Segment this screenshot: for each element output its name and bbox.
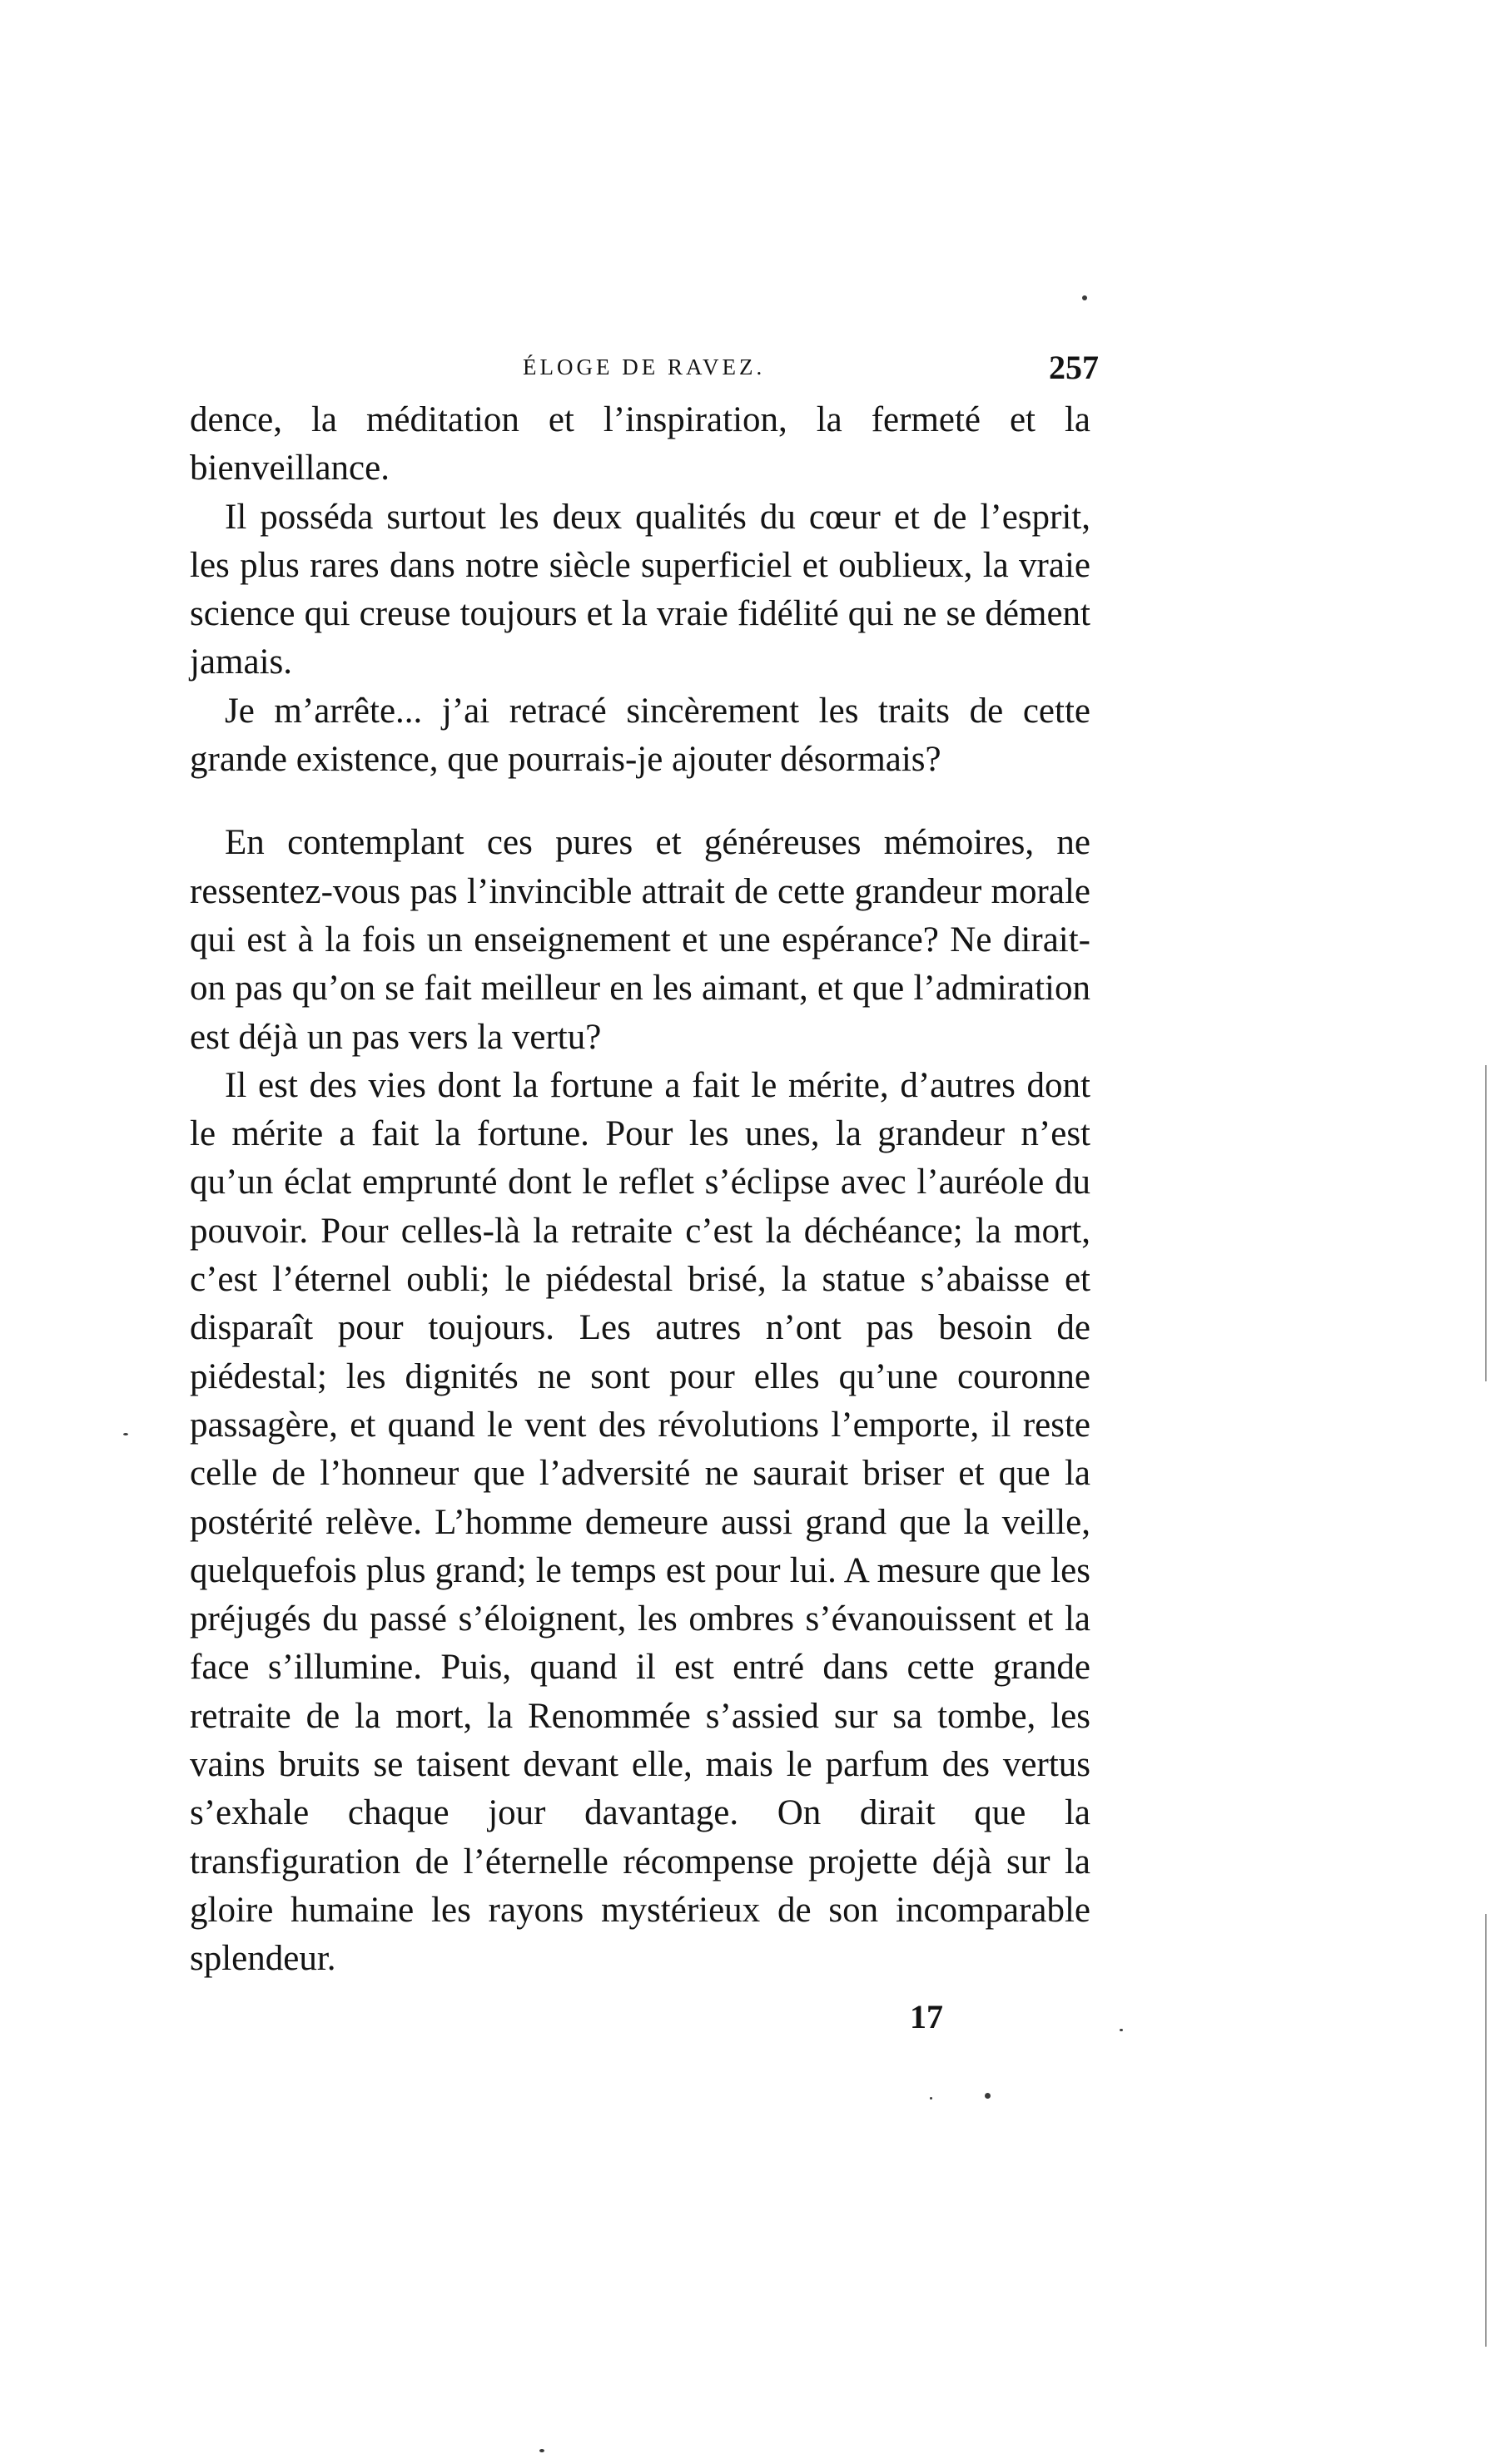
scan-speck [985,2093,991,2099]
scan-speck [1120,2029,1123,2031]
paragraph-fortune: Il est des vies dont la fortune a fait le mérite, d’autres dont le mérite a fait la fortune. Pour les unes, la grandeur n’est qu’un éclat emprunté dont le reflet s’éclipse avec l’auréole du pouvoir. Pour celles-là la retraite c’est la déchéance; la mort, c’est l’éternel oubli; le piédestal brisé, la statue s’abaisse et disparaît pour toujours. Les autres n’ont pas besoin de piédestal; les dignités ne sont pour elles qu’une couronne passagère, et quand le vent des révolutions l’emporte, il reste celle de l’honneur que l’adversité ne saurait briser et que la postérité relève. L’homme demeure aussi grand que la veille, quelquefois plus grand; le temps est pour lui. A mesure que les préjugés du passé s’éloignent, les ombres s’évanouissent et la face s’illumine. Puis, quand il est entré dans cette grande retraite de la mort, la Renommée s’assied sur sa tombe, les vains bruits se taisent devant elle, mais le parfum des vertus s’exhale chaque jour davantage. On dirait que la transfiguration de l’éternelle récompense projette déjà sur la gloire humaine les rayons mystérieux de son incomparable splendeur. [190,1065,1090,1979]
scan-edge-line [1485,1065,1487,1381]
paragraph-memoires: En contemplant ces pures et généreuses mémoires, ne ressentez-vous pas l’invincible attrait de cette grandeur morale qui est à la fois un enseignement et une espérance? Ne dirait-on pas qu’on se fait meilleur en les aimant, et que l’admiration est déjà un pas vers la vertu? [190,823,1090,1057]
scan-speck [1082,295,1087,300]
page-number: 257 [1049,349,1099,386]
paragraph-je-m-arrete: Je m’arrête... j’ai retracé sincèrement les traits de cette grande existence, que pourrais-je ajouter désormais? [190,691,1090,780]
running-title: ÉLOGE DE RAVEZ. [523,354,766,379]
signature-mark: 17 [910,1998,943,2035]
paragraph-continuation: dence, la méditation et l’inspiration, la fermeté et la bienveillance. [190,400,1090,488]
body-text [190,396,1090,1984]
scan-speck [930,2097,932,2100]
scan-speck [539,2449,544,2452]
scan-speck [123,1433,128,1435]
paragraph-qualities: Il posséda surtout les deux qualités du cœur et de l’esprit, les plus rares dans notre siècle superficiel et oublieux, la vraie science qui creuse toujours et la vraie fidélité qui ne se dément jamais. [190,497,1090,682]
page-header [191,348,1099,398]
scan-edge-line [1485,1914,1487,2347]
